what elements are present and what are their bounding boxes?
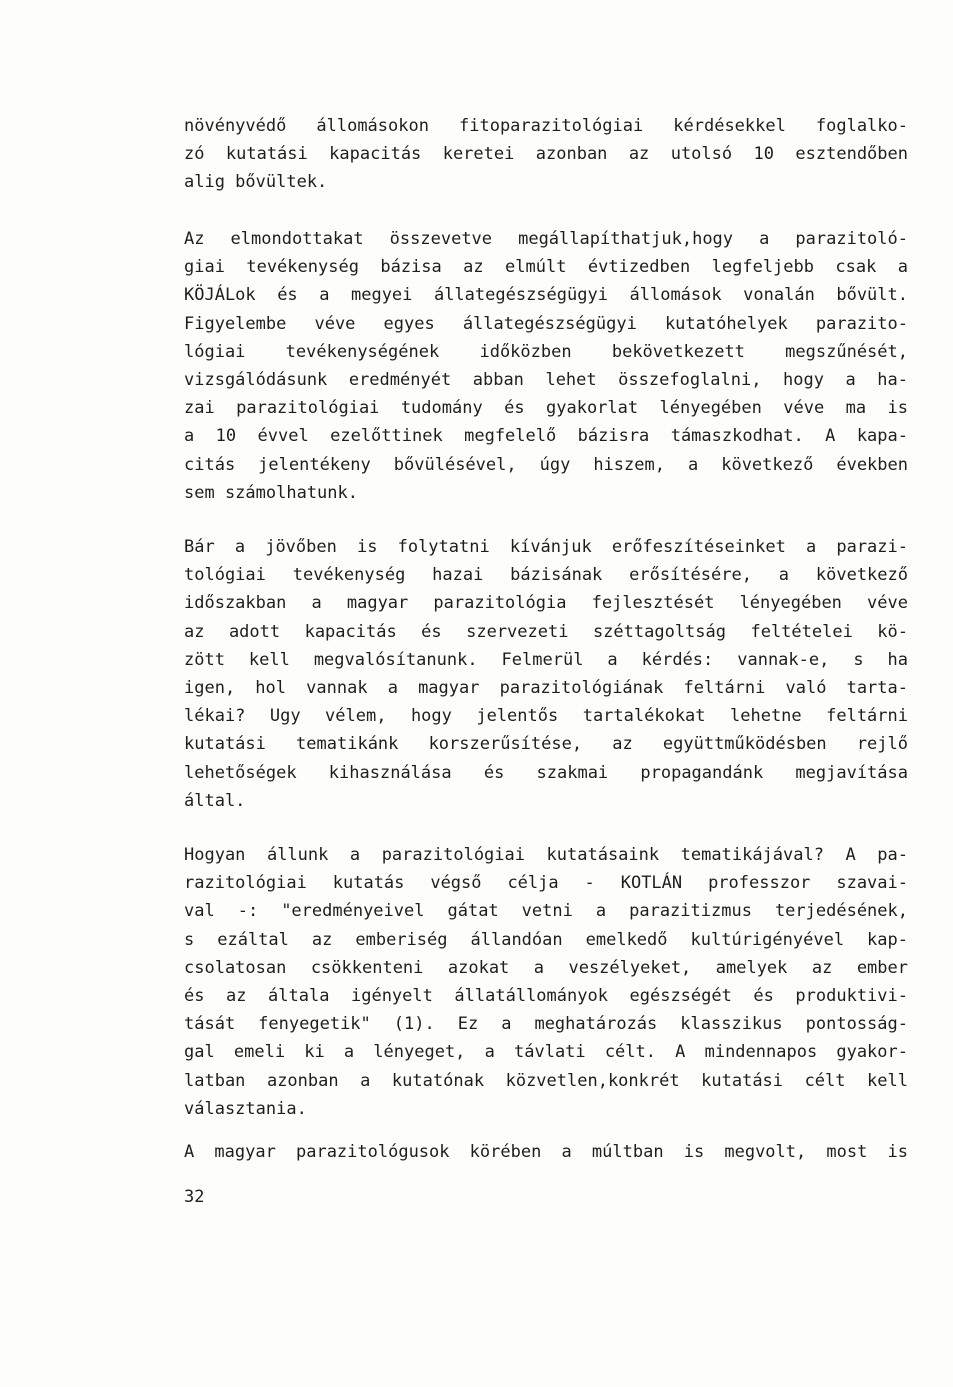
text-line: időszakban a magyar parazitológia fejlesztését lényegében véve <box>184 593 908 614</box>
text-line: és az általa igényelt állatállományok egészségét és produktivi- <box>184 985 908 1006</box>
text-line: zai parazitológiai tudomány és gyakorlat lényegében véve ma is <box>184 398 908 419</box>
text-line: lékai? Ugy vélem, hogy jelentős tartalékokat lehetne feltárni <box>184 706 908 727</box>
text-line: s ezáltal az emberiség állandóan emelkedő kultúrigényével kap- <box>184 929 908 950</box>
text-line: az adott kapacitás és szervezeti széttagoltság feltételei kö- <box>184 621 908 642</box>
text-line: KÖJÁLok és a megyei állategészségügyi állomások vonalán bővült. <box>184 285 908 306</box>
text-line: zó kutatási kapacitás keretei azonban az utolsó 10 esztendőben <box>184 144 908 165</box>
text-line: Figyelembe véve egyes állategészségügyi kutatóhelyek parazito- <box>184 313 908 334</box>
text-line: kutatási tematikánk korszerűsítése, az együttműködésben rejlő <box>184 734 908 755</box>
text-line: igen, hol vannak a magyar parazitológiának feltárni való tarta- <box>184 677 908 698</box>
text-line: zött kell megvalósítanunk. Felmerül a kérdés: vannak-e, s ha <box>184 649 908 670</box>
text-line: razitológiai kutatás végső célja - KOTLÁN professzor szavai- <box>184 873 908 894</box>
paragraph <box>184 533 908 815</box>
text-line: lehetőségek kihasználása és szakmai propagandánk megjavítása <box>184 762 908 783</box>
text-line: latban azonban a kutatónak közvetlen,konkrét kutatási célt kell <box>184 1070 908 1091</box>
paragraph <box>184 112 908 197</box>
text-line: giai tevékenység bázisa az elmúlt évtizedben legfeljebb csak a <box>184 257 908 278</box>
text-line: vizsgálódásunk eredményét abban lehet összefoglalni, hogy a ha- <box>184 369 908 390</box>
text-line: tását fenyegetik" (1). Ez a meghatározás klasszikus pontosság- <box>184 1014 908 1035</box>
text-line: választania. <box>184 1098 307 1119</box>
text-line: növényvédő állomásokon fitoparazitológiai kérdésekkel foglalko- <box>184 116 908 136</box>
text-line: citás jelentékeny bővülésével, úgy hiszem, a következő években <box>184 454 908 475</box>
text-line: csolatosan csökkenteni azokat a veszélyeket, amelyek az ember <box>184 957 908 978</box>
paragraph <box>184 1138 908 1166</box>
text-line: által. <box>184 790 246 811</box>
text-line: gal emeli ki a lényeget, a távlati célt. A mindennapos gyakor- <box>184 1042 908 1063</box>
text-line: tológiai tevékenység hazai bázisának erősítésére, a következő <box>184 565 908 586</box>
text-line: val -: "eredményeivel gátat vetni a parazitizmus terjedésének, <box>184 901 908 922</box>
text-line: lógiai tevékenységének időközben bekövetkezett megszűnését, <box>184 341 908 362</box>
text-line: sem számolhatunk. <box>184 482 358 503</box>
paragraph <box>184 841 908 1123</box>
text-line: a 10 évvel ezelőttinek megfelelő bázisra támaszkodhat. A kapa- <box>184 426 908 447</box>
page-number: 32 <box>184 1187 205 1207</box>
text-line: Az elmondottakat összevetve megállapíthatjuk,hogy a parazitoló- <box>184 229 908 249</box>
text-line: alig bővültek. <box>184 172 328 193</box>
text-line: A magyar parazitológusok körében a múltban is megvolt, most is <box>184 1142 908 1162</box>
text-line: Bár a jövőben is folytatni kívánjuk erőfeszítéseinket a parazi- <box>184 537 908 557</box>
paragraph <box>184 225 908 507</box>
text-line: Hogyan állunk a parazitológiai kutatásaink tematikájával? A pa- <box>184 845 908 865</box>
